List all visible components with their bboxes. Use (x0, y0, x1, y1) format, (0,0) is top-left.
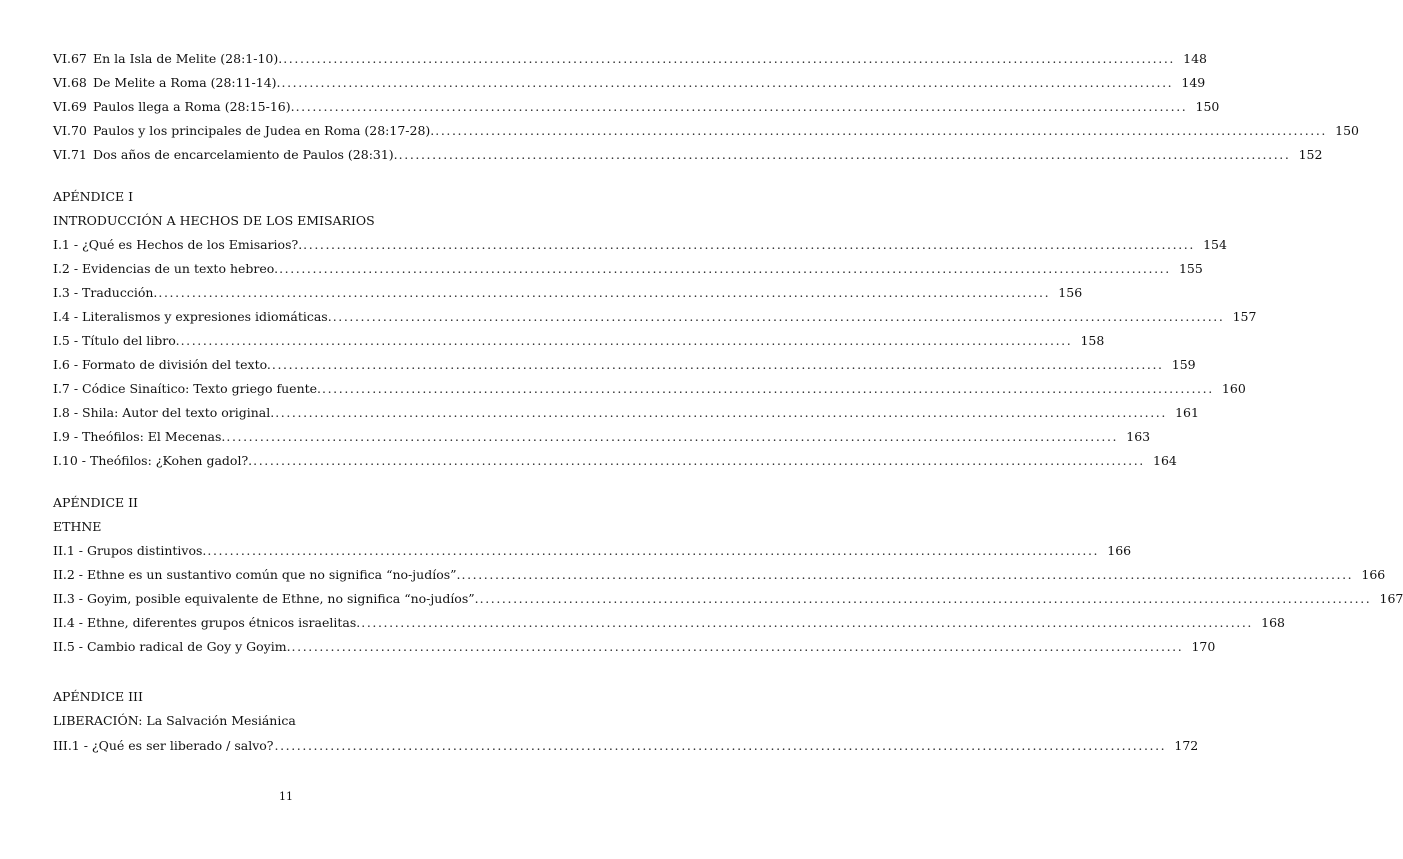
dot-leader: ................................................................................................................................................................ (207, 543, 1100, 558)
dot-leader: ................................................................................................................................................................ (435, 123, 1327, 138)
dot-leader: ................................................................................................................................................................ (291, 639, 1184, 654)
toc-entry-text: I.6 - Formato de división del texto. (53, 357, 271, 372)
toc-entry-title (53, 74, 281, 92)
toc-page-number: 164 (1153, 453, 1177, 468)
toc-entry[interactable] (53, 74, 1206, 92)
toc-entry[interactable] (53, 122, 1359, 140)
toc-page-number: 160 (1221, 381, 1246, 396)
toc-entry-text: I.1 - ¿Qué es Hechos de los Emisarios?. (53, 237, 303, 252)
toc-entry-text: Dos años de encarcelamiento de Paulos (28:31). (93, 147, 398, 162)
toc-entry[interactable] (53, 308, 1257, 326)
dot-leader: ................................................................................................................................................................ (281, 75, 1174, 90)
toc-entry-title (53, 98, 295, 116)
toc-page-number: 149 (1181, 75, 1206, 90)
toc-entry[interactable] (53, 380, 1246, 398)
toc-entry[interactable] (53, 98, 1220, 116)
toc-page-number: 159 (1171, 357, 1196, 372)
toc-entry[interactable] (53, 428, 1151, 446)
toc-entry[interactable] (53, 737, 1199, 755)
toc-entry[interactable] (53, 638, 1216, 656)
dot-leader: ................................................................................................................................................................ (274, 738, 1167, 753)
toc-entry-number: VI.69 (53, 99, 87, 114)
toc-page-number: 168 (1261, 615, 1285, 630)
toc-entry-text: I.9 - Theófilos: El Mecenas. (53, 429, 226, 444)
dot-leader: ................................................................................................................................................................ (275, 405, 1167, 420)
toc-page-number: 148 (1183, 51, 1207, 66)
toc-page-number: 167 (1379, 591, 1403, 606)
toc-page-number: 154 (1203, 237, 1227, 252)
toc-entry-text: Paulos llega a Roma (28:15-16). (93, 99, 295, 114)
toc-entry[interactable] (53, 590, 1403, 608)
appendix-3-title: LIBERACIÓN: La Salvación Mesiánica (53, 713, 296, 728)
toc-entry-text: III.1 - ¿Qué es ser liberado / salvo? (53, 738, 274, 753)
toc-page-number: 158 (1080, 333, 1105, 348)
appendix-2-label: APÉNDICE II (53, 495, 138, 510)
toc-entry-text: De Melite a Roma (28:11-14). (93, 75, 281, 90)
dot-leader: ................................................................................................................................................................ (322, 381, 1214, 396)
toc-entry-number: VI.70 (53, 123, 87, 138)
toc-page-number: 157 (1232, 309, 1257, 324)
appendix-2-title: ETHNE (53, 519, 102, 534)
toc-entry-title (53, 146, 398, 164)
toc-entry-title (53, 50, 282, 68)
toc-page-number: 166 (1107, 543, 1132, 558)
toc-entry[interactable] (53, 146, 1323, 164)
toc-page-number: 150 (1335, 123, 1359, 138)
appendix-1-label: APÉNDICE I (53, 189, 134, 204)
dot-leader: ................................................................................................................................................................ (226, 429, 1119, 444)
dot-leader: ................................................................................................................................................................ (279, 261, 1171, 276)
toc-entry[interactable] (53, 260, 1203, 278)
toc-entry-number: VI.71 (53, 147, 87, 162)
toc-entry-text: II.4 - Ethne, diferentes grupos étnicos israelitas. (53, 615, 361, 630)
toc-entry[interactable] (53, 404, 1199, 422)
toc-entry-text: II.3 - Goyim, posible equivalente de Ethne, no significa “no-judíos”. (53, 591, 479, 606)
dot-leader: ................................................................................................................................................................ (295, 99, 1188, 114)
toc-page-number: 163 (1126, 429, 1151, 444)
toc-entry-title (53, 122, 434, 140)
toc-page-number: 166 (1361, 567, 1386, 582)
toc-entry-text: II.5 - Cambio radical de Goy y Goyim. (53, 639, 291, 654)
toc-entry[interactable] (53, 284, 1083, 302)
toc-entry[interactable] (53, 50, 1207, 68)
toc-entry-text: I.5 - Título del libro. (53, 333, 180, 348)
dot-leader: ................................................................................................................................................................ (361, 615, 1253, 630)
toc-entry-number: VI.68 (53, 75, 87, 90)
dot-leader: ................................................................................................................................................................ (283, 51, 1175, 66)
toc-entry[interactable] (53, 356, 1196, 374)
toc-entry[interactable] (53, 614, 1285, 632)
dot-leader: ................................................................................................................................................................ (180, 333, 1073, 348)
toc-page-number: 172 (1174, 738, 1199, 753)
dot-leader: ................................................................................................................................................................ (332, 309, 1225, 324)
toc-entry-number: VI.67 (53, 51, 87, 66)
toc-page-number: 161 (1175, 405, 1199, 420)
toc-entry-text: II.2 - Ethne es un sustantivo común que no significa “no-judíos”. (53, 567, 461, 582)
toc-page-number: 170 (1191, 639, 1216, 654)
toc-entry[interactable] (53, 236, 1227, 254)
dot-leader: ................................................................................................................................................................ (158, 285, 1051, 300)
dot-leader: ................................................................................................................................................................ (303, 237, 1195, 252)
page-number-footer: 11 (279, 790, 293, 803)
toc-entry-text: I.10 - Theófilos: ¿Kohen gadol?. (53, 453, 253, 468)
toc-entry[interactable] (53, 542, 1132, 560)
toc-page-number: 150 (1195, 99, 1220, 114)
toc-entry[interactable] (53, 332, 1105, 350)
dot-leader: ................................................................................................................................................................ (461, 567, 1354, 582)
dot-leader: ................................................................................................................................................................ (253, 453, 1145, 468)
toc-page-number: 156 (1058, 285, 1083, 300)
toc-entry-text: I.3 - Traducción. (53, 285, 158, 300)
toc-page-number: 152 (1298, 147, 1323, 162)
toc-entry-text: I.7 - Códice Sinaítico: Texto griego fuente. (53, 381, 322, 396)
appendix-3-label: APÉNDICE III (53, 689, 143, 704)
toc-entry-text: En la Isla de Melite (28:1-10). (93, 51, 283, 66)
toc-entry-text: I.2 - Evidencias de un texto hebreo. (53, 261, 279, 276)
toc-entry-text: I.8 - Shila: Autor del texto original. (53, 405, 275, 420)
toc-page-number: 155 (1178, 261, 1203, 276)
dot-leader: ................................................................................................................................................................ (271, 357, 1164, 372)
dot-leader: ................................................................................................................................................................ (398, 147, 1291, 162)
toc-entry-text: I.4 - Literalismos y expresiones idiomáticas. (53, 309, 332, 324)
toc-entry[interactable] (53, 566, 1386, 584)
appendix-1-title: INTRODUCCIÓN A HECHOS DE LOS EMISARIOS (53, 213, 375, 228)
toc-entry[interactable] (53, 452, 1177, 470)
dot-leader: ................................................................................................................................................................ (479, 591, 1372, 606)
toc-entry-text: Paulos y los principales de Judea en Roma (28:17-28). (93, 123, 435, 138)
toc-entry-text: II.1 - Grupos distintivos. (53, 543, 207, 558)
